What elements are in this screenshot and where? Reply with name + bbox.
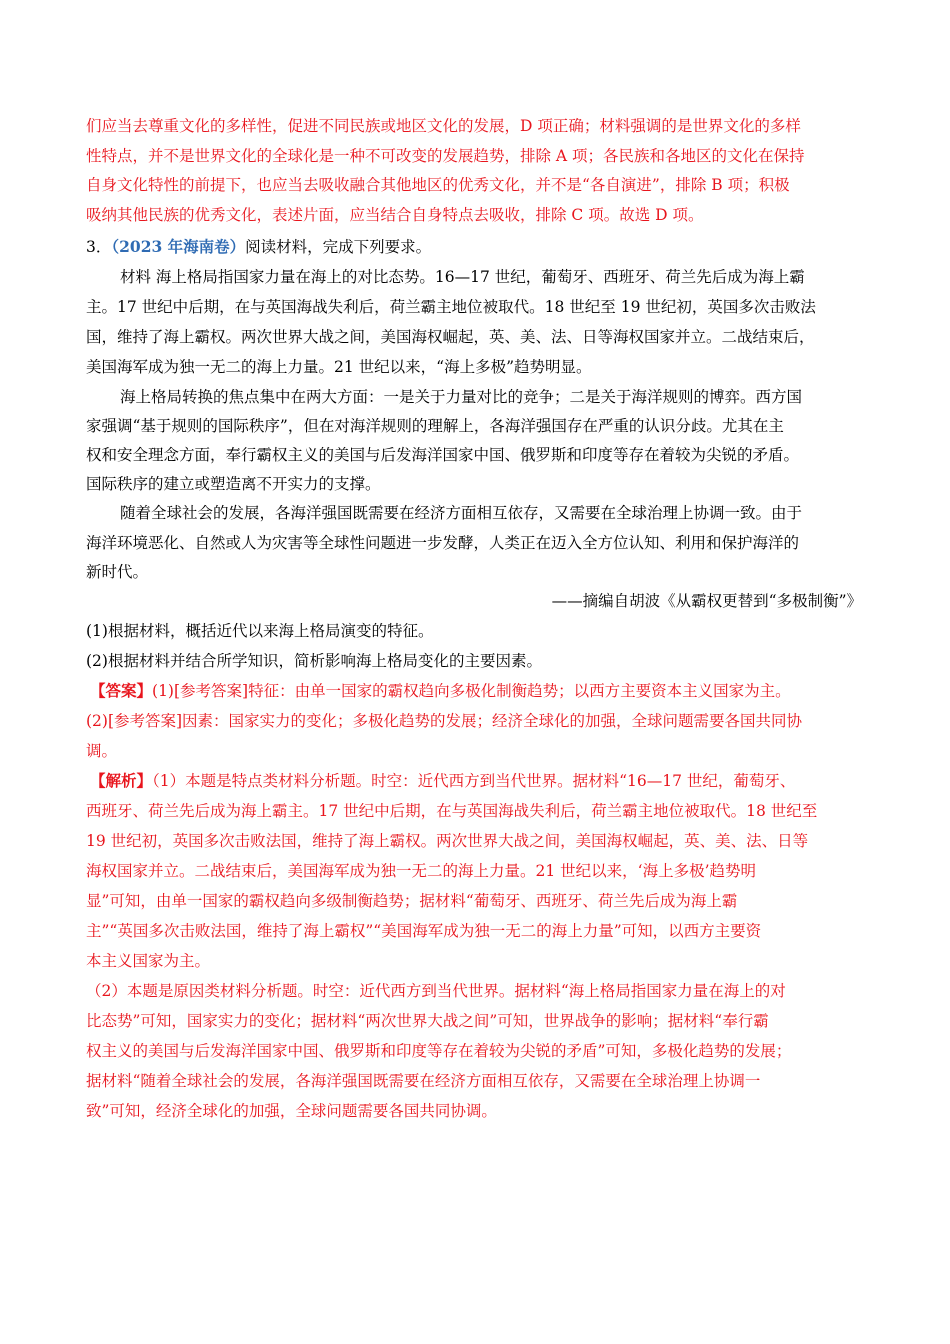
material-line: 随着全球社会的发展，各海洋强国既需要在经济方面相互依存，又需要在全球治理上协调一致。由于 — [120, 504, 803, 522]
analysis-line: 据材料“随着全球社会的发展，各海洋强国既需要在经济方面相互依存，又需要在全球治理上协调一 — [86, 1072, 761, 1090]
answer-line: (2)[参考答案]因素：国家实力的变化；多极化趋势的发展；经济全球化的加强，全球问题需要各国共同协 — [86, 712, 803, 730]
material-line: 美国海军成为独一无二的海上力量。21 世纪以来，“海上多极”趋势明显。 — [86, 358, 592, 376]
material-attribution: ——摘编自胡波《从霸权更替到“多极制衡”》 — [551, 592, 862, 610]
analysis-line: 主”“英国多次击败法国，维持了海上霸权”“美国海军成为独一无二的海上力量”可知，以西方主要资 — [86, 922, 762, 940]
analysis-label: 【解析】 — [90, 771, 153, 790]
material-line: 国际秩序的建立或塑造离不开实力的支撑。 — [86, 475, 381, 493]
material-line: 家强调“基于规则的国际秩序”，但在对海洋规则的理解上，各海洋强国存在严重的认识分歧。尤其在主 — [86, 417, 784, 435]
explanation-line: 自身文化特性的前提下，也应当去吸收融合其他地区的优秀文化，并不是“各自演进”，排除 B 项；积极 — [86, 176, 790, 194]
analysis-line: （2）本题是原因类材料分析题。时空：近代西方到当代世界。据材料“海上格局指国家力量在海上的对 — [86, 982, 786, 1000]
material-line: 海洋环境恶化、自然或人为灾害等全球性问题进一步发酵，人类正在迈入全方位认知、利用和保护海洋的 — [86, 534, 800, 552]
material-line: 国，维持了海上霸权。两次世界大战之间，美国海权崛起，英、美、法、日等海权国家并立。二战结束后， — [86, 328, 815, 346]
analysis-text: （1）本题是特点类材料分析题。时空：近代西方到当代世界。据材料“16—17 世纪，葡萄牙、 — [152, 772, 796, 790]
analysis-line: 海权国家并立。二战结束后，美国海军成为独一无二的海上力量。21 世纪以来，‘海上多极’趋势明 — [86, 862, 757, 880]
analysis-line: 显”可知，由单一国家的霸权趋向多级制衡趋势；据材料“葡萄牙、西班牙、荷兰先后成为海上霸 — [86, 892, 738, 910]
answer-label: 【答案】 — [90, 681, 153, 700]
analysis-line — [90, 771, 866, 791]
question-prompt: 阅读材料，完成下列要求。 — [245, 238, 432, 256]
answer-text: (1)[参考答案]特征：由单一国家的霸权趋向多极化制衡趋势；以西方主要资本主义国家为主。 — [152, 682, 791, 700]
analysis-line: 比态势”可知，国家实力的变化；据材料“两次世界大战之间”可知，世界战争的影响；据材料“奉行霸 — [86, 1012, 769, 1030]
material-line: 新时代。 — [86, 563, 149, 581]
material-line: 海上格局转换的焦点集中在两大方面：一是关于力量对比的竞争；二是关于海洋规则的博弈。西方国 — [120, 388, 803, 406]
question-source-tag: （2023 年海南卷） — [111, 237, 246, 256]
explanation-line: 吸纳其他民族的优秀文化，表述片面，应当结合自身特点去吸收，排除 C 项。故选 D 项。 — [86, 206, 704, 224]
answer-line: 调。 — [86, 742, 118, 760]
question-header — [86, 237, 862, 257]
material-line: 材料 海上格局指国家力量在海上的对比态势。16—17 世纪，葡萄牙、西班牙、荷兰先后成为海上霸 — [120, 268, 805, 286]
question-number: 3． — [86, 238, 112, 256]
analysis-line: 本主义国家为主。 — [86, 952, 211, 970]
material-line: 主。17 世纪中后期，在与英国海战失利后，荷兰霸主地位被取代。18 世纪至 19 世纪初，英国多次击败法 — [86, 298, 816, 316]
sub-question: (2)根据材料并结合所学知识，简析影响海上格局变化的主要因素。 — [86, 652, 542, 670]
answer-line — [90, 681, 866, 701]
material-line: 权和安全理念方面，奉行霸权主义的美国与后发海洋国家中国、俄罗斯和印度等存在着较为尖锐的矛盾。 — [86, 446, 800, 464]
analysis-line: 19 世纪初，英国多次击败法国，维持了海上霸权。两次世界大战之间，美国海权崛起，英、美、法、日等 — [86, 832, 809, 850]
explanation-line: 们应当去尊重文化的多样性，促进不同民族或地区文化的发展，D 项正确；材料强调的是世界文化的多样 — [86, 117, 801, 135]
sub-question: (1)根据材料，概括近代以来海上格局演变的特征。 — [86, 622, 434, 640]
analysis-line: 权主义的美国与后发海洋国家中国、俄罗斯和印度等存在着较为尖锐的矛盾”可知，多极化趋势的发展； — [86, 1042, 792, 1060]
analysis-line: 西班牙、荷兰先后成为海上霸主。17 世纪中后期，在与英国海战失利后，荷兰霸主地位被取代。18 世纪至 — [86, 802, 818, 820]
analysis-line: 致”可知，经济全球化的加强，全球问题需要各国共同协调。 — [86, 1102, 497, 1120]
explanation-line: 性特点，并不是世界文化的全球化是一种不可改变的发展趋势，排除 A 项；各民族和各地区的文化在保持 — [86, 147, 805, 165]
